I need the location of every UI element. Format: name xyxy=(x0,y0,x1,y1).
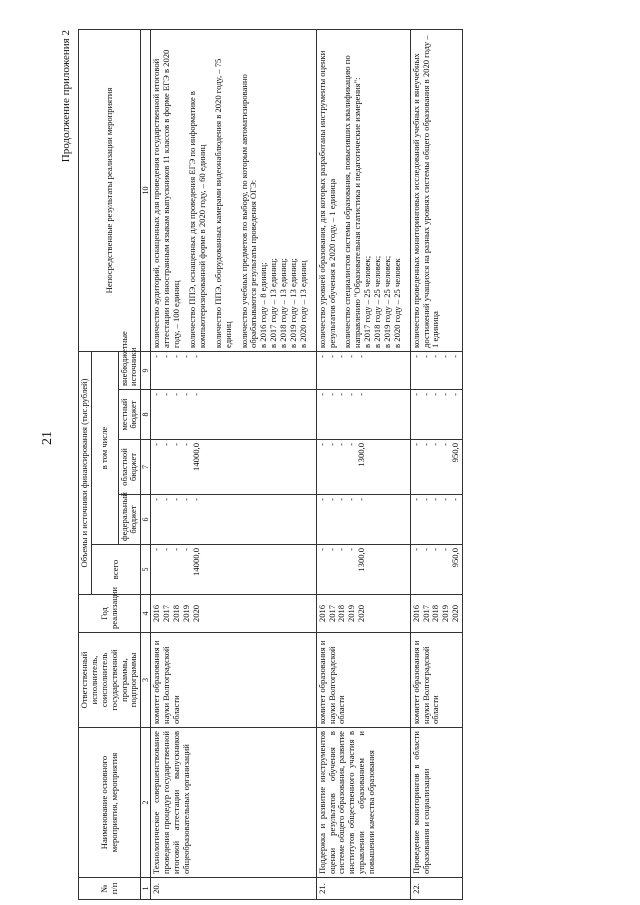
local-cell-value: - xyxy=(410,393,421,396)
total-cell-value: 1300,0 xyxy=(356,548,367,572)
years-cell-value: 2019 xyxy=(346,604,357,623)
total-cell-value: - xyxy=(151,548,162,551)
regional-cell-value: - xyxy=(440,443,451,446)
local-cell-value: - xyxy=(151,393,162,396)
activity-name: Технологическое совершенствование проведения процедур государственной итоговой аттестации выпускников общеобразовательных организаций xyxy=(151,728,316,878)
column-number: 10 xyxy=(141,29,151,351)
local-cell-value: - xyxy=(450,393,461,396)
program-table xyxy=(78,29,463,900)
extra-cell xyxy=(316,351,410,389)
total-cell-value: - xyxy=(181,548,192,551)
extra-cell xyxy=(151,351,316,389)
years-cell xyxy=(316,595,410,633)
header-executor: Ответственный исполнитель, соисполнитель государственной программы, подпрограммы xyxy=(79,633,141,728)
extra-cell-value: - xyxy=(356,354,367,358)
header-incl: в том числе xyxy=(91,351,118,544)
local-cell-value: - xyxy=(440,393,451,396)
total-cell-value: - xyxy=(410,548,421,551)
years-cell-value: 2019 xyxy=(440,604,451,623)
extra-cell-value: - xyxy=(151,354,162,358)
local-cell-value: - xyxy=(336,393,347,396)
responsible-executor: комитет образования и науки Волгоградской области xyxy=(316,633,410,728)
federal-cell-value: - xyxy=(190,498,201,501)
regional-cell-value: - xyxy=(336,443,347,446)
column-number: 1 xyxy=(141,878,151,900)
years-cell xyxy=(151,595,316,633)
results-cell xyxy=(410,29,462,351)
column-number: 5 xyxy=(141,545,151,595)
federal-cell-value: - xyxy=(440,498,451,501)
total-cell-value: 14000,0 xyxy=(190,548,201,576)
total-cell xyxy=(410,545,462,595)
activity-name: Проведение мониторингов в области образования и социализации xyxy=(410,728,462,878)
federal-cell-value: - xyxy=(316,498,327,501)
table-row xyxy=(316,29,410,899)
federal-cell xyxy=(410,495,462,545)
local-cell-value: - xyxy=(181,393,192,396)
federal-cell-value: - xyxy=(356,498,367,501)
years-cell-value: 2018 xyxy=(336,604,347,623)
row-number: 20. xyxy=(151,878,316,900)
column-numbers-row xyxy=(141,29,151,899)
table-row xyxy=(410,29,462,899)
row-number: 22. xyxy=(410,878,462,900)
regional-cell-value: - xyxy=(171,443,182,446)
local-cell-value: - xyxy=(161,393,172,396)
federal-cell-value: - xyxy=(430,498,441,501)
header-funding: Объемы и источники финансирования (тыс.рублей) xyxy=(79,351,92,594)
result-item: количество уровней образования, для которых разработаны инструменты оценки результатов обучения в 2020 году, – 1 единица xyxy=(316,50,337,348)
column-number: 3 xyxy=(141,633,151,728)
total-cell-value: 950,0 xyxy=(450,548,461,568)
column-number: 8 xyxy=(141,390,151,440)
activity-name: Поддержка и развитие инструментов оценки результатов обучения в системе общего образования, развитие институтов общественного участия в управлении образованием и повышении качества образования xyxy=(316,728,410,878)
total-cell-value: - xyxy=(171,548,182,551)
extra-cell xyxy=(410,351,462,389)
extra-cell-value: - xyxy=(450,354,461,358)
total-cell-value: - xyxy=(316,548,327,551)
extra-cell-value: - xyxy=(410,354,421,358)
regional-cell-value: 1300,0 xyxy=(356,443,367,467)
header-name: Наименование основного мероприятия, мероприятия xyxy=(79,728,141,878)
federal-cell-value: - xyxy=(450,498,461,501)
federal-cell-value: - xyxy=(181,498,192,501)
total-cell-value: - xyxy=(336,548,347,551)
regional-cell-value: - xyxy=(161,443,172,446)
header-results: Непосредственные результаты реализации мероприятия xyxy=(79,29,141,351)
years-cell xyxy=(410,595,462,633)
local-cell xyxy=(410,390,462,440)
table-body xyxy=(151,29,463,899)
result-item: количество проведенных мониторинговых исследований учебных и внеучебных достижений учащихся на разных уровнях системы общего образования в 2020 году – 1 единица xyxy=(410,35,441,348)
local-cell-value: - xyxy=(190,393,201,396)
years-cell-value: 2020 xyxy=(190,604,201,623)
local-cell-value: - xyxy=(430,393,441,396)
local-cell-value: - xyxy=(356,393,367,396)
header-federal: федеральный бюджет xyxy=(118,495,141,545)
extra-cell-value: - xyxy=(420,354,431,358)
appendix-caption: Продолжение приложения 2 xyxy=(60,30,72,163)
results-cell xyxy=(151,29,316,351)
extra-cell-value: - xyxy=(430,354,441,358)
years-cell-value: 2017 xyxy=(326,604,337,623)
results-cell xyxy=(316,29,410,351)
federal-cell-value: - xyxy=(410,498,421,501)
extra-cell-value: - xyxy=(161,354,172,358)
extra-cell-value: - xyxy=(440,354,451,358)
regional-cell-value: - xyxy=(151,443,162,446)
regional-cell xyxy=(410,440,462,495)
years-cell-value: 2016 xyxy=(151,604,162,623)
regional-cell-value: 14000,0 xyxy=(190,443,201,471)
header-year: Год реализации xyxy=(79,595,141,633)
years-cell-value: 2018 xyxy=(171,604,182,623)
local-cell-value: - xyxy=(326,393,337,396)
total-cell-value: - xyxy=(430,548,441,551)
result-item: количество аудиторий, оснащенных для проведения государственной итоговой аттестации по иностранным языкам выпускников 11 классов в форме ЕГЭ в 2020 году, – 100 единиц xyxy=(151,49,182,348)
years-cell-value: 2016 xyxy=(410,604,421,623)
total-cell xyxy=(316,545,410,595)
extra-cell-value: - xyxy=(316,354,327,358)
total-cell-value: - xyxy=(420,548,431,551)
years-cell-value: 2020 xyxy=(356,604,367,623)
regional-cell-value: - xyxy=(316,443,327,446)
column-number: 2 xyxy=(141,728,151,878)
federal-cell-value: - xyxy=(336,498,347,501)
total-cell-value: - xyxy=(346,548,357,551)
federal-cell-value: - xyxy=(346,498,357,501)
regional-cell-value: - xyxy=(181,443,192,446)
local-cell-value: - xyxy=(316,393,327,396)
document-sheet xyxy=(60,30,632,900)
result-item: количество ППЭ, оборудованных камерами видеонаблюдения в 2020 году, – 75 единиц xyxy=(212,58,233,348)
table-row xyxy=(151,29,316,899)
responsible-executor: комитет образования и науки Волгоградской области xyxy=(151,633,316,728)
federal-cell-value: - xyxy=(161,498,172,501)
extra-cell-value: - xyxy=(326,354,337,358)
row-number: 21. xyxy=(316,878,410,900)
years-cell-value: 2018 xyxy=(430,604,441,623)
column-number: 6 xyxy=(141,495,151,545)
federal-cell-value: - xyxy=(171,498,182,501)
local-cell xyxy=(316,390,410,440)
column-number: 4 xyxy=(141,595,151,633)
regional-cell-value: 950,0 xyxy=(450,443,461,463)
local-cell-value: - xyxy=(420,393,431,396)
regional-cell-value: - xyxy=(430,443,441,446)
regional-cell-value: - xyxy=(410,443,421,446)
federal-cell-value: - xyxy=(326,498,337,501)
result-item: количество специалистов системы образования, повысивших квалификацию по направлению "Образовательная статистика и педагогические измерения": в 2017 году – 25 человек; в 2018 году – 25 человек; в 2019 году – 25 человек; в 2020 году – 25 человек xyxy=(342,55,402,348)
column-number: 7 xyxy=(141,440,151,495)
responsible-executor: комитет образования и науки Волгоградской области xyxy=(410,633,462,728)
page-number: 21 xyxy=(40,431,55,445)
local-cell-value: - xyxy=(171,393,182,396)
regional-cell-value: - xyxy=(346,443,357,446)
years-cell-value: 2019 xyxy=(181,604,192,623)
result-item: количество ППЭ, оснащенных для проведения ЕГЭ по информатике в компьютеризированной форме в 2020 году, – 60 единиц xyxy=(187,91,207,348)
federal-cell xyxy=(151,495,316,545)
extra-cell-value: - xyxy=(346,354,357,358)
column-number: 9 xyxy=(141,351,151,389)
regional-cell-value: - xyxy=(420,443,431,446)
local-cell-value: - xyxy=(346,393,357,396)
regional-cell-value: - xyxy=(326,443,337,446)
header-local: местный бюджет xyxy=(118,390,141,440)
federal-cell xyxy=(316,495,410,545)
years-cell-value: 2016 xyxy=(316,604,327,623)
local-cell xyxy=(151,390,316,440)
extra-cell-value: - xyxy=(171,354,182,358)
extra-cell-value: - xyxy=(181,354,192,358)
total-cell-value: - xyxy=(326,548,337,551)
years-cell-value: 2020 xyxy=(450,604,461,623)
result-item: количество учебных предметов по выбору, по которым автоматизированно обрабатываются результаты проведения ОГЭ: в 2016 году – 8 единиц; в 2017 году – 13 единиц; в 2018 году – 13 единиц; в 2019 году – 13 единиц; в 2020 году – 13 единиц xyxy=(238,74,308,348)
header-num: № п/п xyxy=(79,878,141,900)
header-total: всего xyxy=(91,545,140,595)
years-cell-value: 2017 xyxy=(161,604,172,623)
federal-cell-value: - xyxy=(420,498,431,501)
federal-cell-value: - xyxy=(151,498,162,501)
total-cell xyxy=(151,545,316,595)
regional-cell xyxy=(151,440,316,495)
header-regional: областной бюджет xyxy=(118,440,141,495)
years-cell-value: 2017 xyxy=(420,604,431,623)
header-extra: внебюджетные источники xyxy=(118,351,141,389)
total-cell-value: - xyxy=(161,548,172,551)
extra-cell-value: - xyxy=(190,354,201,358)
regional-cell xyxy=(316,440,410,495)
extra-cell-value: - xyxy=(336,354,347,358)
total-cell-value: - xyxy=(440,548,451,551)
